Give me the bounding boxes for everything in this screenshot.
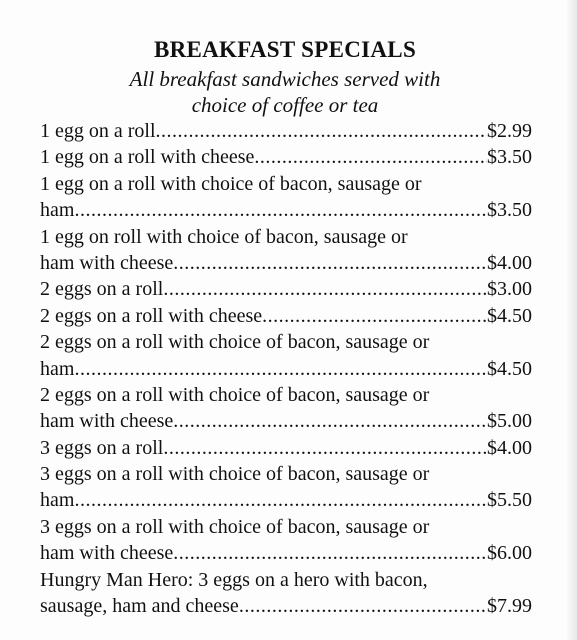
- menu-item: [40, 276, 532, 302]
- menu-item-priced-line: [40, 356, 532, 382]
- dot-leader: [239, 593, 487, 619]
- dot-leader: [74, 197, 487, 223]
- menu-title: BREAKFAST SPECIALS: [153, 37, 417, 62]
- menu-item-priced-line: [40, 408, 532, 434]
- menu-item-description-line: [40, 171, 532, 197]
- menu-item: [40, 514, 532, 567]
- menu-item-description-line: [40, 567, 532, 593]
- menu-item-text: 2 eggs on a roll with cheese: [40, 304, 263, 327]
- dot-leader: [163, 276, 487, 302]
- menu-item-description-line: [40, 224, 532, 250]
- menu-item: [40, 329, 532, 382]
- menu-item-price: $3.50: [487, 146, 532, 169]
- menu-item-text: ham: [40, 199, 75, 222]
- menu-item-text: 1 egg on a roll with choice of bacon, sausage or: [40, 172, 422, 195]
- menu-item-text: ham with cheese: [40, 410, 174, 433]
- menu-item-text: 1 egg on a roll with cheese: [40, 146, 255, 169]
- subtitle-line-2: choice of coffee or tea: [191, 93, 379, 117]
- menu-item-priced-line: [40, 303, 532, 329]
- menu-item-description-line: [40, 461, 532, 487]
- menu-item: [40, 144, 532, 170]
- menu-item-text: 3 eggs on a roll: [40, 436, 164, 459]
- menu-item-price: $3.00: [487, 278, 532, 301]
- dot-leader: [156, 118, 487, 144]
- menu-item-text: ham with cheese: [40, 542, 174, 565]
- menu-item: [40, 303, 532, 329]
- menu-item-text: Hungry Man Hero: 3 eggs on a hero with bacon,: [40, 568, 428, 591]
- menu-item-description-line: [40, 382, 532, 408]
- menu-item: [40, 118, 532, 144]
- menu-item-price: $5.50: [487, 489, 532, 512]
- menu-item-text: 3 eggs on a roll with choice of bacon, sausage or: [40, 515, 430, 538]
- menu-item-description-line: [40, 329, 532, 355]
- menu-item-priced-line: [40, 144, 532, 170]
- menu-item-price: $7.99: [487, 595, 532, 618]
- menu-item: [40, 435, 532, 461]
- dot-leader: [173, 250, 487, 276]
- menu-item-text: ham with cheese: [40, 251, 174, 274]
- menu-item-price: $4.50: [487, 304, 532, 327]
- subtitle-line-1: All breakfast sandwiches served with: [129, 67, 441, 91]
- menu-item-price: $3.50: [487, 199, 532, 222]
- menu-item-text: sausage, ham and cheese: [40, 595, 239, 618]
- dot-leader: [262, 303, 487, 329]
- dot-leader: [254, 144, 487, 170]
- dot-leader: [173, 540, 487, 566]
- menu-item-description-line: [40, 514, 532, 540]
- menu-item: [40, 171, 532, 224]
- menu-item: [40, 224, 532, 277]
- menu-item-priced-line: [40, 197, 532, 223]
- dot-leader: [74, 487, 487, 513]
- menu-item-text: 1 egg on a roll: [40, 120, 156, 142]
- menu-item-price: $2.99: [487, 120, 532, 142]
- dot-leader: [173, 408, 487, 434]
- menu-item-text: ham: [40, 357, 75, 380]
- menu-item-text: 2 eggs on a roll with choice of bacon, sausage or: [40, 383, 430, 406]
- menu-item: [40, 567, 532, 620]
- menu-item-price: $4.00: [487, 436, 532, 459]
- menu-item-text: 2 eggs on a roll with choice of bacon, sausage or: [40, 331, 430, 354]
- menu-item-priced-line: [40, 435, 532, 461]
- menu-item-priced-line: [40, 118, 532, 144]
- menu-item-price: $4.50: [487, 357, 532, 380]
- menu-item-price: $6.00: [487, 542, 532, 565]
- menu-subtitle: [0, 66, 570, 118]
- menu-item-priced-line: [40, 276, 532, 302]
- dot-leader: [163, 435, 487, 461]
- menu-item-price: $4.00: [487, 251, 532, 274]
- menu-item-priced-line: [40, 593, 532, 619]
- menu-item-list: [40, 118, 532, 619]
- menu-item: [40, 382, 532, 435]
- menu-item-priced-line: [40, 540, 532, 566]
- menu-item-text: 1 egg on roll with choice of bacon, sausage or: [40, 225, 408, 248]
- menu-item-text: 2 eggs on a roll: [40, 278, 164, 301]
- menu-item-text: ham: [40, 489, 75, 512]
- menu-item-priced-line: [40, 487, 532, 513]
- dot-leader: [74, 356, 487, 382]
- menu-item: [40, 461, 532, 514]
- menu-item-priced-line: [40, 250, 532, 276]
- menu-item-price: $5.00: [487, 410, 532, 433]
- menu-item-text: 3 eggs on a roll with choice of bacon, sausage or: [40, 463, 430, 486]
